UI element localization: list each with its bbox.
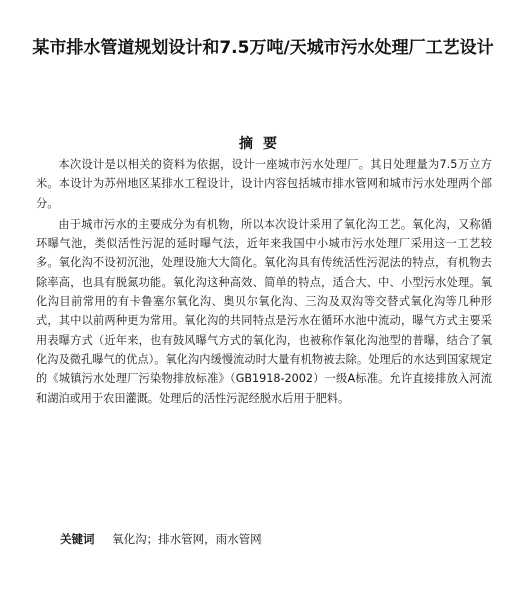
abstract-paragraph-2: 由于城市污水的主要成分为有机物，所以本次设计采用了氧化沟工艺。氧化沟，又称循环曝气池，类似活性污泥的延时曝气法，近年来我国中小城市污水处理厂采用这一工艺较多。氧化沟不设初沉池，处理设施大大简化。氧化沟具有传统活性污泥法的特点，有机物去除率高，也具有脱氮功能。氧化沟这种高效、简单的特点，适合大、中、小型污水处理。氧化沟目前常用的有卡鲁塞尔氧化沟、奥贝尔氧化沟、三沟及双沟等交替式氧化沟等几种形式，其中以前两种更为常用。氧化沟的共同特点是污水在循环水池中流动，曝气方式主要采用表曝方式（近年来，也有鼓风曝气方式的氧化沟，也被称作氧化沟池型的普曝，结合了氧化沟及微孔曝气的优点）。氧化沟内缓慢流动时大量有机物被去除。处理后的水达到国家规定的《城镇污水处理厂污染物排放标准》（GB1918-2002）一级A标准。允许直接排放入河流和湖泊或用于农田灌溉。处理后的活性污泥经脱水后用于肥料。 xyxy=(36,217,492,405)
keywords-line xyxy=(60,531,262,547)
abstract-paragraph-1: 本次设计是以相关的资料为依据，设计一座城市污水处理厂。其日处理量为7.5万立方米。本设计为苏州地区某排水工程设计，设计内容包括城市排水管网和城市污水处理两个部分。 xyxy=(36,158,492,210)
abstract-body xyxy=(36,155,492,408)
keywords-label: 关键词 xyxy=(60,532,95,546)
keywords-value: 氧化沟；排水管网，雨水管网 xyxy=(112,532,262,546)
document-title: 某市排水管道规划设计和7.5万吨/天城市污水处理厂工艺设计 xyxy=(32,38,494,58)
abstract-heading: 摘要 xyxy=(239,136,287,152)
